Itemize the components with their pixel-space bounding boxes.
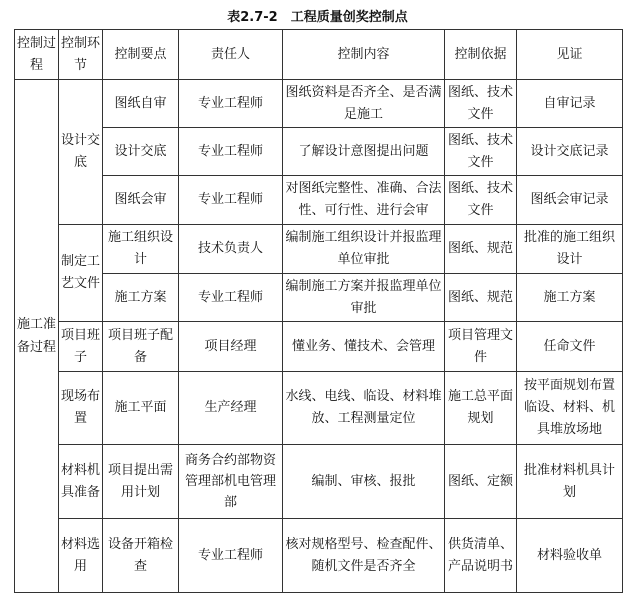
header-cell: 见证 [517, 30, 623, 80]
table-title: 表2.7-2 工程质量创奖控制点 [227, 10, 408, 25]
table-row [15, 80, 623, 128]
content-cell: 对图纸完整性、准确、合法性、可行性、进行会审 [283, 176, 445, 225]
link-cell: 材料机具准备 [59, 445, 103, 519]
witness-cell: 自审记录 [517, 80, 623, 128]
point-cell: 施工方案 [103, 274, 179, 322]
content-cell: 水线、电线、临设、材料堆放、工程测量定位 [283, 372, 445, 445]
content-cell: 编制、审核、报批 [283, 445, 445, 519]
person-cell: 商务合约部物资管理部机电管理部 [179, 445, 283, 519]
point-cell: 图纸会审 [103, 176, 179, 225]
table-row [15, 372, 623, 445]
quality-control-table [14, 29, 623, 593]
stage-cell: 施工准备过程 [15, 80, 59, 593]
link-cell: 项目班子 [59, 322, 103, 372]
content-cell: 图纸资料是否齐全、是否满足施工 [283, 80, 445, 128]
person-cell: 专业工程师 [179, 80, 283, 128]
basis-cell: 图纸、定额 [445, 445, 517, 519]
witness-cell: 设计交底记录 [517, 128, 623, 176]
link-cell: 设计交底 [59, 80, 103, 225]
witness-cell: 按平面规划布置临设、材料、机具堆放场地 [517, 372, 623, 445]
header-cell: 控制要点 [103, 30, 179, 80]
table-row [15, 322, 623, 372]
table-row [15, 225, 623, 274]
content-cell: 编制施工方案并报监理单位审批 [283, 274, 445, 322]
point-cell: 设计交底 [103, 128, 179, 176]
person-cell: 专业工程师 [179, 176, 283, 225]
basis-cell: 供货清单、产品说明书 [445, 519, 517, 593]
person-cell: 专业工程师 [179, 274, 283, 322]
header-row [15, 30, 623, 80]
point-cell: 施工平面 [103, 372, 179, 445]
header-cell: 责任人 [179, 30, 283, 80]
person-cell: 生产经理 [179, 372, 283, 445]
link-cell: 材料选用 [59, 519, 103, 593]
person-cell: 专业工程师 [179, 519, 283, 593]
basis-cell: 施工总平面规划 [445, 372, 517, 445]
content-cell: 了解设计意图提出问题 [283, 128, 445, 176]
person-cell: 项目经理 [179, 322, 283, 372]
content-cell: 编制施工组织设计并报监理单位审批 [283, 225, 445, 274]
table-row [15, 519, 623, 593]
header-cell: 控制内容 [283, 30, 445, 80]
basis-cell: 图纸、技术文件 [445, 80, 517, 128]
point-cell: 项目提出需用计划 [103, 445, 179, 519]
link-cell: 制定工艺文件 [59, 225, 103, 322]
point-cell: 图纸自审 [103, 80, 179, 128]
person-cell: 技术负责人 [179, 225, 283, 274]
point-cell: 项目班子配备 [103, 322, 179, 372]
person-cell: 专业工程师 [179, 128, 283, 176]
witness-cell: 任命文件 [517, 322, 623, 372]
witness-cell: 批准的施工组织设计 [517, 225, 623, 274]
header-cell: 控制过程 [15, 30, 59, 80]
basis-cell: 图纸、规范 [445, 225, 517, 274]
witness-cell: 批准材料机具计划 [517, 445, 623, 519]
table-row [15, 445, 623, 519]
basis-cell: 图纸、技术文件 [445, 176, 517, 225]
basis-cell: 图纸、规范 [445, 274, 517, 322]
witness-cell: 图纸会审记录 [517, 176, 623, 225]
header-cell: 控制环节 [59, 30, 103, 80]
content-cell: 懂业务、懂技术、会管理 [283, 322, 445, 372]
witness-cell: 施工方案 [517, 274, 623, 322]
link-cell: 现场布置 [59, 372, 103, 445]
content-cell: 核对规格型号、检查配件、随机文件是否齐全 [283, 519, 445, 593]
header-cell: 控制依据 [445, 30, 517, 80]
basis-cell: 项目管理文件 [445, 322, 517, 372]
table-row [15, 128, 623, 176]
point-cell: 施工组织设计 [103, 225, 179, 274]
basis-cell: 图纸、技术文件 [445, 128, 517, 176]
table-row [15, 176, 623, 225]
point-cell: 设备开箱检查 [103, 519, 179, 593]
table-row [15, 274, 623, 322]
witness-cell: 材料验收单 [517, 519, 623, 593]
